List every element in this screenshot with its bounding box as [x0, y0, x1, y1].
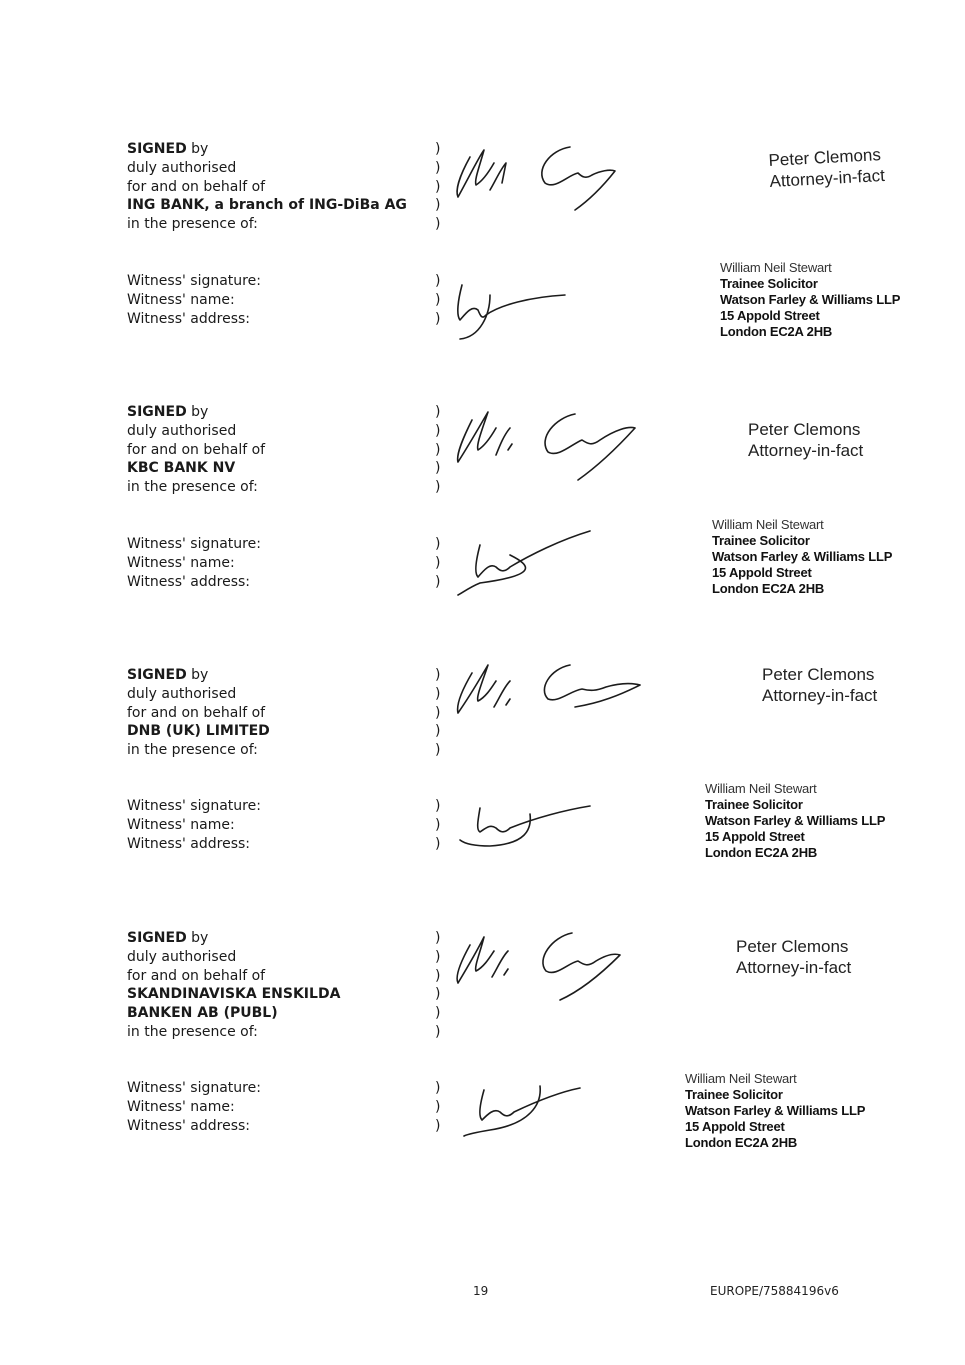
execution-clause: SIGNED by duly authorised for and on behalf of SKANDINAVISKA ENSKILDA BANKEN AB (PUBL) in the presence of:: [127, 930, 341, 1040]
execution-clause: SIGNED by duly authorised for and on behalf of ING BANK, a branch of ING-DiBa AG in the presence of:: [127, 141, 407, 233]
presence-line: in the presence of:: [127, 216, 258, 233]
witness-labels: [127, 797, 261, 853]
witness-firm: Watson Farley & Williams LLP: [712, 549, 893, 564]
witness-name: William Neil Stewart: [685, 1071, 797, 1086]
signatory-name-block: [768, 144, 885, 192]
signatory-signature: [450, 925, 630, 1005]
presence-line: in the presence of:: [127, 479, 258, 496]
witness-city: London EC2A 2HB: [712, 581, 825, 596]
witness-city: London EC2A 2HB: [685, 1135, 798, 1150]
witness-name-label: Witness' name:: [127, 1098, 235, 1115]
bracket-column: ) ) ) ) ): [435, 404, 441, 496]
witness-city: London EC2A 2HB: [720, 324, 833, 339]
entity-name-line-1: SKANDINAVISKA ENSKILDA: [127, 986, 341, 1003]
signed-keyword: SIGNED: [127, 667, 187, 683]
witness-stamp: [712, 517, 892, 597]
witness-signature-label: Witness' signature:: [127, 536, 261, 552]
witness-labels: [127, 1079, 261, 1135]
witness-bracket-column: ) ) ): [435, 1080, 441, 1134]
witness-name: William Neil Stewart: [705, 781, 817, 796]
witness-street: 15 Appold Street: [705, 829, 805, 844]
witness-firm: Watson Farley & Williams LLP: [720, 292, 901, 307]
witness-street: 15 Appold Street: [720, 308, 820, 323]
presence-line: in the presence of:: [127, 742, 258, 759]
witness-signature-label: Witness' signature:: [127, 798, 261, 814]
bracket-column: ) ) ) ) ): [435, 667, 441, 759]
on-behalf-line: for and on behalf of: [127, 967, 266, 984]
authorised-line: duly authorised: [127, 685, 237, 702]
signatory-name: Peter Clemons: [748, 420, 861, 439]
witness-signature: [450, 525, 600, 600]
witness-address-label: Witness' address:: [127, 573, 251, 590]
witness-title: Trainee Solicitor: [705, 797, 803, 812]
page-number: 19: [473, 1284, 489, 1298]
witness-street: 15 Appold Street: [712, 565, 812, 580]
witness-title: Trainee Solicitor: [712, 533, 810, 548]
signatory-name-block: [762, 664, 877, 706]
signatory-title: Attorney-in-fact: [769, 165, 886, 191]
witness-stamp: [685, 1071, 865, 1151]
witness-street: 15 Appold Street: [685, 1119, 785, 1134]
signed-keyword: SIGNED: [127, 141, 187, 157]
signed-keyword: SIGNED: [127, 930, 187, 946]
witness-address-label: Witness' address:: [127, 835, 251, 852]
entity-name-line-2: BANKEN AB (PUBL): [127, 1005, 278, 1022]
signatory-name: Peter Clemons: [762, 665, 875, 684]
witness-signature-label: Witness' signature:: [127, 1080, 261, 1096]
on-behalf-line: for and on behalf of: [127, 704, 266, 721]
entity-name: KBC BANK NV: [127, 460, 236, 477]
signatory-title: Attorney-in-fact: [736, 958, 852, 977]
witness-bracket-column: ) ) ): [435, 798, 441, 852]
bracket-column: ) ) ) ) ): [435, 141, 441, 233]
witness-firm: Watson Farley & Williams LLP: [685, 1103, 866, 1118]
signatory-title: Attorney-in-fact: [748, 441, 864, 460]
bracket-column: ) ) ) ) ) ): [435, 930, 441, 1040]
signatory-signature: [450, 655, 650, 725]
witness-labels: [127, 272, 261, 328]
witness-labels: [127, 535, 261, 591]
signatory-signature: [450, 400, 650, 485]
document-reference: EUROPE/75884196v6: [710, 1284, 839, 1298]
execution-clause: SIGNED by duly authorised for and on behalf of KBC BANK NV in the presence of:: [127, 404, 266, 496]
witness-signature: [450, 1080, 590, 1140]
authorised-line: duly authorised: [127, 159, 237, 176]
signatory-name-block: [748, 419, 863, 461]
witness-signature: [450, 800, 600, 860]
on-behalf-line: for and on behalf of: [127, 441, 266, 458]
witness-title: Trainee Solicitor: [720, 276, 818, 291]
witness-name: William Neil Stewart: [720, 260, 832, 275]
witness-title: Trainee Solicitor: [685, 1087, 783, 1102]
authorised-line: duly authorised: [127, 422, 237, 439]
entity-name: ING BANK, a branch of ING-DiBa AG: [127, 197, 407, 214]
witness-firm: Watson Farley & Williams LLP: [705, 813, 886, 828]
witness-bracket-column: ) ) ): [435, 536, 441, 590]
witness-signature: [450, 275, 580, 345]
witness-stamp: [705, 781, 885, 861]
entity-name: DNB (UK) LIMITED: [127, 723, 270, 740]
witness-bracket-column: ) ) ): [435, 273, 441, 327]
signatory-signature: [450, 135, 630, 215]
witness-name-label: Witness' name:: [127, 291, 235, 308]
witness-name: William Neil Stewart: [712, 517, 824, 532]
witness-address-label: Witness' address:: [127, 310, 251, 327]
on-behalf-line: for and on behalf of: [127, 178, 266, 195]
execution-clause: SIGNED by duly authorised for and on behalf of DNB (UK) LIMITED in the presence of:: [127, 667, 270, 759]
witness-address-label: Witness' address:: [127, 1117, 251, 1134]
signatory-name-block: [736, 936, 851, 978]
signatory-name: Peter Clemons: [736, 937, 849, 956]
signatory-name: Peter Clemons: [768, 145, 882, 170]
signed-keyword: SIGNED: [127, 404, 187, 420]
witness-name-label: Witness' name:: [127, 816, 235, 833]
witness-stamp: [720, 260, 900, 340]
presence-line: in the presence of:: [127, 1023, 258, 1040]
witness-name-label: Witness' name:: [127, 554, 235, 571]
witness-signature-label: Witness' signature:: [127, 273, 261, 289]
authorised-line: duly authorised: [127, 948, 237, 965]
signatory-title: Attorney-in-fact: [762, 686, 878, 705]
witness-city: London EC2A 2HB: [705, 845, 818, 860]
